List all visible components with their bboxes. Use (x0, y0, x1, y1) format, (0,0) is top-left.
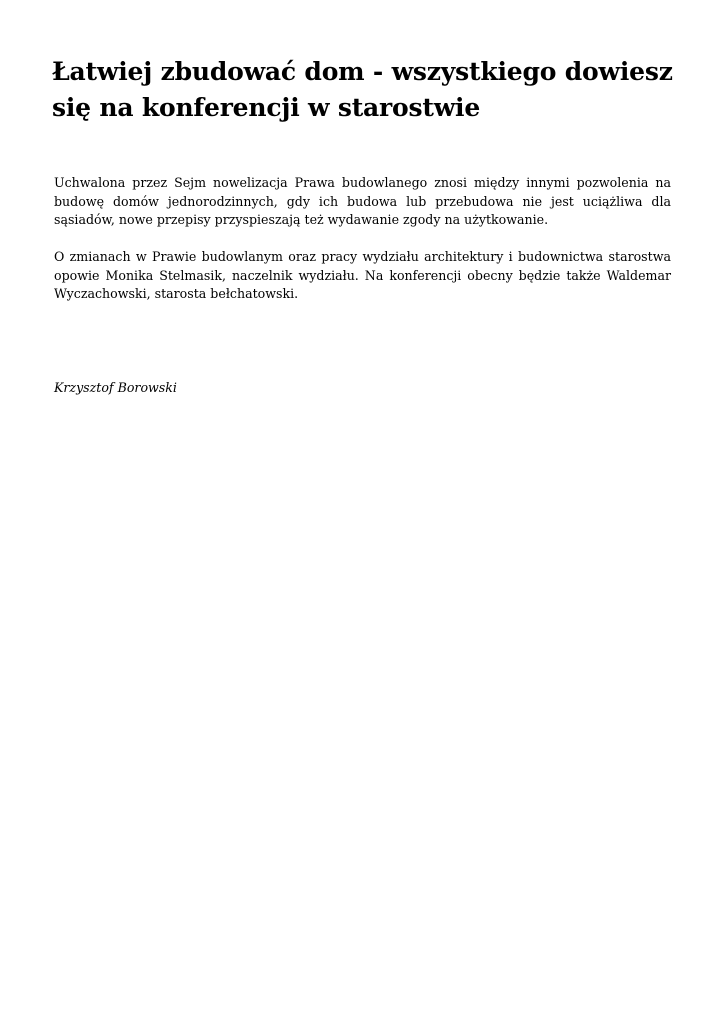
article-paragraph-2: O zmianach w Prawie budowlanym oraz pracy wydziału architektury i budownictwa starostwa opowie Monika Stelmasik, naczelnik wydziału. Na konferencji obecny będzie także Waldemar Wyczachowski, starosta bełchatowski. (54, 249, 671, 301)
article-title: Łatwiej zbudować dom - wszystkiego dowiesz się na konferencji w starostwie (52, 57, 673, 122)
article-author: Krzysztof Borowski (54, 380, 177, 395)
article-body (54, 174, 671, 322)
article-paragraph-1: Uchwalona przez Sejm nowelizacja Prawa budowlanego znosi między innymi pozwolenia na budowę domów jednorodzinnych, gdy ich budowa lub przebudowa nie jest uciążliwa dla sąsiadów, nowe przepisy przyspieszają też wydawanie zgody na użytkowanie. (54, 175, 671, 227)
